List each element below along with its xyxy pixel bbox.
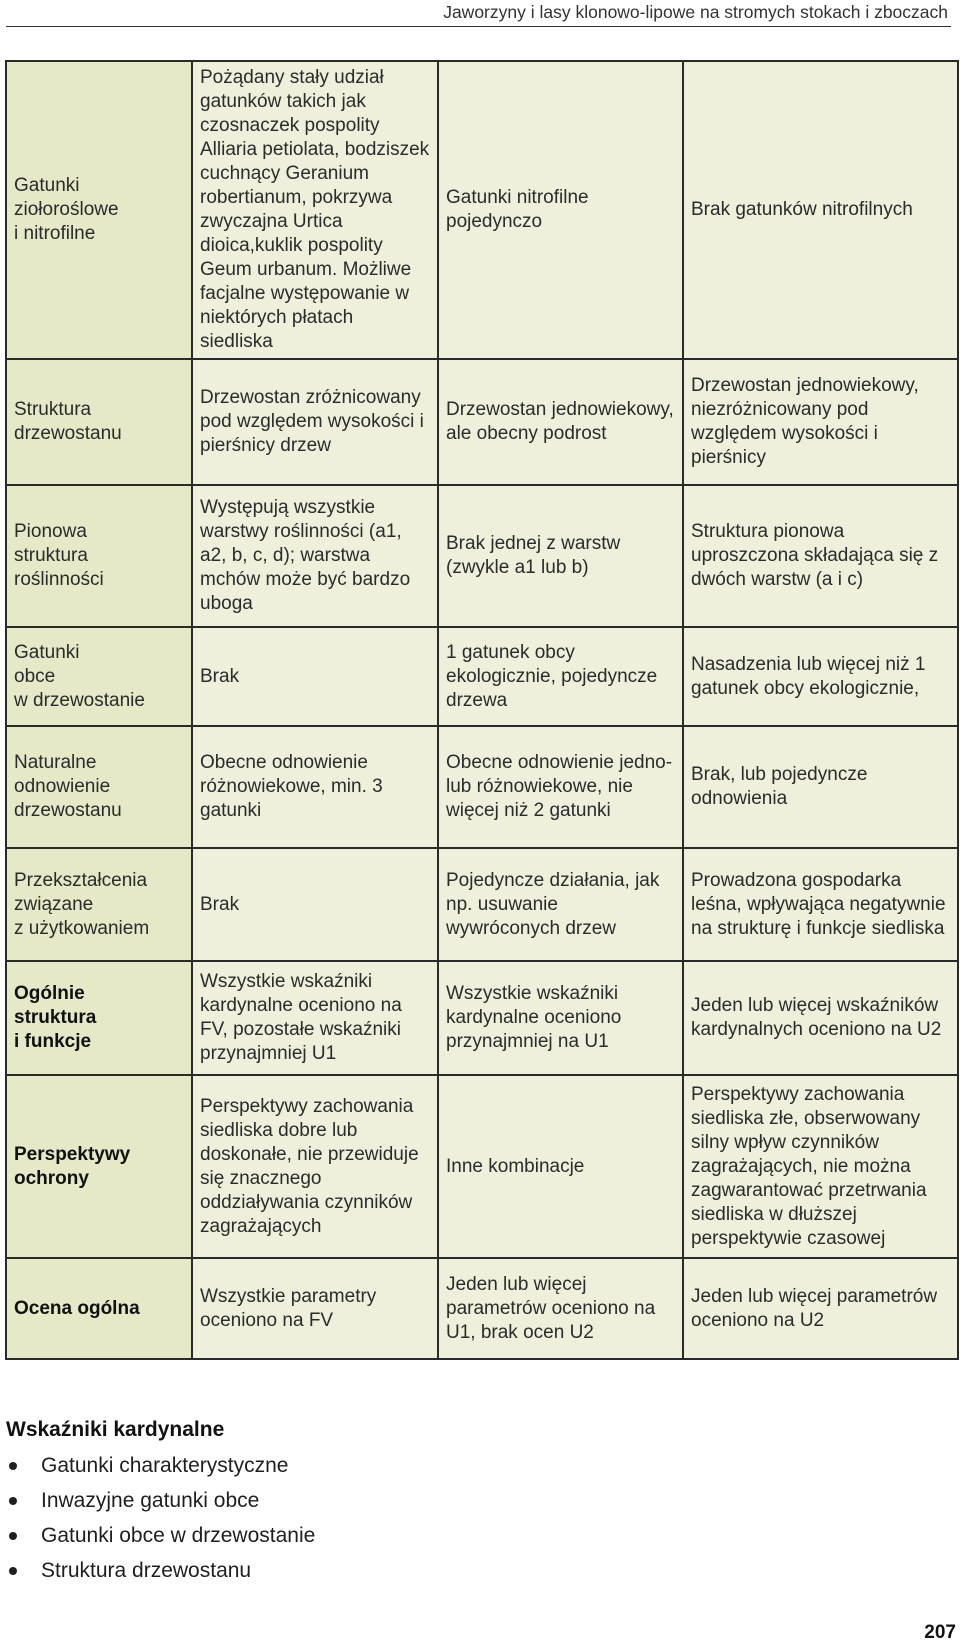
cell-u2: Drzewostan jednowiekowy, niezróżnicowany pod względem wysokości i pierśnicy bbox=[683, 359, 958, 485]
row-label: Ogólnie struktura i funkcje bbox=[6, 961, 192, 1075]
assessment-table bbox=[5, 60, 959, 1360]
row-label: Pionowa struktura roślinności bbox=[6, 485, 192, 627]
row-label: Ocena ogólna bbox=[6, 1258, 192, 1359]
list-item-text: Gatunki charakterystyczne bbox=[41, 1454, 289, 1477]
cell-u2: Struktura pionowa uproszczona składająca się z dwóch warstw (a i c) bbox=[683, 485, 958, 627]
table-row bbox=[6, 359, 958, 485]
cell-u1: Gatunki nitrofilne pojedynczo bbox=[438, 61, 683, 359]
list-item-text: Struktura drzewostanu bbox=[41, 1559, 252, 1582]
row-label: Przekształcenia związane z użytkowaniem bbox=[6, 848, 192, 961]
cell-fv: Wszystkie wskaźniki kardynalne oceniono na FV, pozostałe wskaźniki przynajmniej U1 bbox=[192, 961, 438, 1075]
page-number: 207 bbox=[924, 1622, 956, 1643]
cell-fv: Obecne odnowienie różnowiekowe, min. 3 gatunki bbox=[192, 726, 438, 848]
table-row bbox=[6, 726, 958, 848]
cell-u1: Drzewostan jednowiekowy, ale obecny podrost bbox=[438, 359, 683, 485]
cell-fv: Pożądany stały udział gatunków takich jak czosnaczek pospolity Alliaria petiolata, bodziszek cuchnący Geranium robertianum, pokrzywa zwyczajna Urtica dioica,kuklik pospolity Geum urbanum. Możliwe facjalne występowanie w niektórych płatach siedliska bbox=[192, 61, 438, 359]
running-title: Jaworzyny i lasy klonowo-lipowe na stromych stokach i zboczach bbox=[443, 2, 948, 22]
table-row bbox=[6, 1258, 958, 1359]
cell-fv: Perspektywy zachowania siedliska dobre lub doskonałe, nie przewiduje się znacznego oddziaływania czynników zagrażających bbox=[192, 1075, 438, 1258]
table-row bbox=[6, 961, 958, 1075]
cell-u1: Brak jednej z warstw (zwykle a1 lub b) bbox=[438, 485, 683, 627]
cell-u2: Perspektywy zachowania siedliska złe, obserwowany silny wpływ czynników zagrażających, nie można zagwarantować przetrwania siedliska w dłuższej perspektywie czasowej bbox=[683, 1075, 958, 1258]
table-row bbox=[6, 485, 958, 627]
table-row bbox=[6, 848, 958, 961]
cell-u2: Nasadzenia lub więcej niż 1 gatunek obcy ekologicznie, bbox=[683, 627, 958, 726]
cell-fv: Drzewostan zróżnicowany pod względem wysokości i pierśnicy drzew bbox=[192, 359, 438, 485]
cell-fv: Brak bbox=[192, 848, 438, 961]
cardinal-indicators-list bbox=[6, 1448, 315, 1588]
header-rule bbox=[6, 26, 951, 27]
list-item bbox=[6, 1553, 315, 1588]
cardinal-indicators-title: Wskaźniki kardynalne bbox=[6, 1418, 225, 1441]
cell-u2: Brak gatunków nitrofilnych bbox=[683, 61, 958, 359]
bullet-icon bbox=[9, 1497, 17, 1505]
table-row bbox=[6, 627, 958, 726]
cell-u1: Wszystkie wskaźniki kardynalne oceniono przynajmniej na U1 bbox=[438, 961, 683, 1075]
table-row bbox=[6, 1075, 958, 1258]
row-label: Struktura drzewostanu bbox=[6, 359, 192, 485]
list-item-text: Inwazyjne gatunki obce bbox=[41, 1489, 260, 1512]
row-label: Gatunki ziołoroślowe i nitrofilne bbox=[6, 61, 192, 359]
list-item bbox=[6, 1448, 315, 1483]
cell-fv: Brak bbox=[192, 627, 438, 726]
cell-fv: Występują wszystkie warstwy roślinności (a1, a2, b, c, d); warstwa mchów może być bardzo uboga bbox=[192, 485, 438, 627]
cell-u2: Jeden lub więcej wskaźników kardynalnych oceniono na U2 bbox=[683, 961, 958, 1075]
cell-u2: Brak, lub pojedyncze odnowienia bbox=[683, 726, 958, 848]
row-label: Gatunki obce w drzewostanie bbox=[6, 627, 192, 726]
cell-u1: Obecne odnowienie jedno- lub różnowiekowe, nie więcej niż 2 gatunki bbox=[438, 726, 683, 848]
table-row bbox=[6, 61, 958, 359]
cell-u1: 1 gatunek obcy ekologicznie, pojedyncze drzewa bbox=[438, 627, 683, 726]
list-item-text: Gatunki obce w drzewostanie bbox=[41, 1524, 316, 1547]
cell-u1: Pojedyncze działania, jak np. usuwanie wywróconych drzew bbox=[438, 848, 683, 961]
cell-u2: Prowadzona gospodarka leśna, wpływająca negatywnie na strukturę i funkcje siedliska bbox=[683, 848, 958, 961]
row-label: Naturalne odnowienie drzewostanu bbox=[6, 726, 192, 848]
cell-u1: Jeden lub więcej parametrów oceniono na U1, brak ocen U2 bbox=[438, 1258, 683, 1359]
cell-u1: Inne kombinacje bbox=[438, 1075, 683, 1258]
list-item bbox=[6, 1483, 315, 1518]
row-label: Perspektywy ochrony bbox=[6, 1075, 192, 1258]
cell-u2: Jeden lub więcej parametrów oceniono na U2 bbox=[683, 1258, 958, 1359]
bullet-icon bbox=[9, 1532, 17, 1540]
cell-fv: Wszystkie parametry oceniono na FV bbox=[192, 1258, 438, 1359]
bullet-icon bbox=[9, 1567, 17, 1575]
list-item bbox=[6, 1518, 315, 1553]
bullet-icon bbox=[9, 1462, 17, 1470]
